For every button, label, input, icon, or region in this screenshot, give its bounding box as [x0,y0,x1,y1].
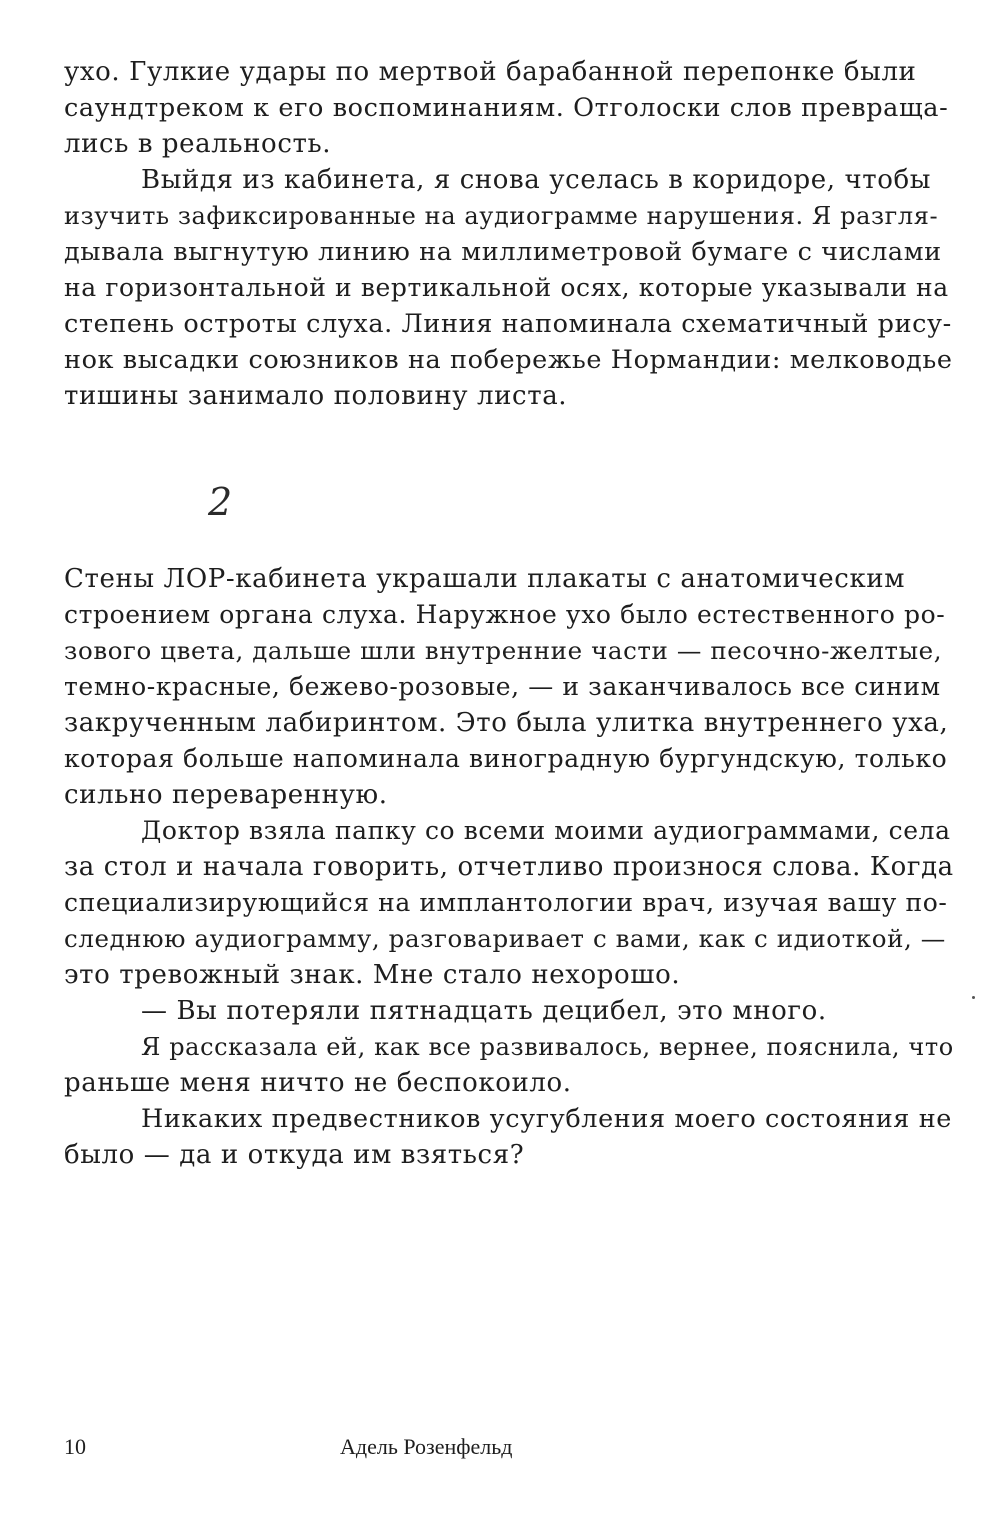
text-line: ухо. Гулкие удары по мертвой барабанной перепонке были [64,57,917,87]
text-line: которая больше напоминала виноградную бургундскую, только [64,744,948,773]
text-line: за стол и начала говорить, отчетливо произнося слова. Когда [64,852,954,882]
text-line: сильно переваренную. [64,780,388,810]
text-line: Стены ЛОР-кабинета украшали плакаты с анатомическим [64,564,906,594]
text-line: зового цвета, дальше шли внутренние части — песочно-желтые, [64,636,943,665]
text-line: следнюю аудиограмму, разговаривает с вами, как с идиоткой, — [64,924,946,953]
text-line: тишины занимало половину листа. [64,381,568,411]
chapter-number: 2 [208,480,233,524]
text-line: нок высадки союзников на побережье Нормандии: мелководье [64,345,953,375]
text-line: степень остроты слуха. Линия напоминала схематичный рису- [64,309,952,339]
text-line: закрученным лабиринтом. Это была улитка внутреннего уха, [64,708,949,738]
dialogue-line: — Вы потеряли пятнадцать децибел, это много. [141,996,827,1026]
print-speck [972,996,975,999]
text-line: это тревожный знак. Мне стало нехорошо. [64,960,681,990]
text-line: изучить зафиксированные на аудиограмме нарушения. Я разгля- [64,202,939,230]
text-line: раньше меня ничто не беспокоило. [64,1068,572,1098]
running-footer-author: Адель Розенфельд [340,1434,513,1459]
text-line: Никаких предвестников усугубления моего состояния не [141,1104,952,1134]
text-line: было — да и откуда им взяться? [64,1140,525,1170]
page-number: 10 [64,1434,86,1459]
text-line: специализирующийся на имплантологии врач, изучая вашу по- [64,888,948,917]
text-line: саундтреком к его воспоминаниям. Отголоски слов превраща- [64,93,949,123]
text-line: строением органа слуха. Наружное ухо было естественного ро- [64,600,946,629]
text-line: дывала выгнутую линию на миллиметровой бумаге с числами [64,237,942,267]
text-line: Доктор взяла папку со всеми моими аудиограммами, села [141,816,951,845]
text-line: Выйдя из кабинета, я снова уселась в коридоре, чтобы [141,165,932,195]
text-line: лись в реальность. [64,129,332,159]
text-line: на горизонтальной и вертикальной осях, которые указывали на [64,273,949,302]
text-line: Я рассказала ей, как все развивалось, вернее, пояснила, что [141,1033,954,1061]
text-line: темно-красные, бежево-розовые, — и заканчивалось все синим [64,672,941,701]
